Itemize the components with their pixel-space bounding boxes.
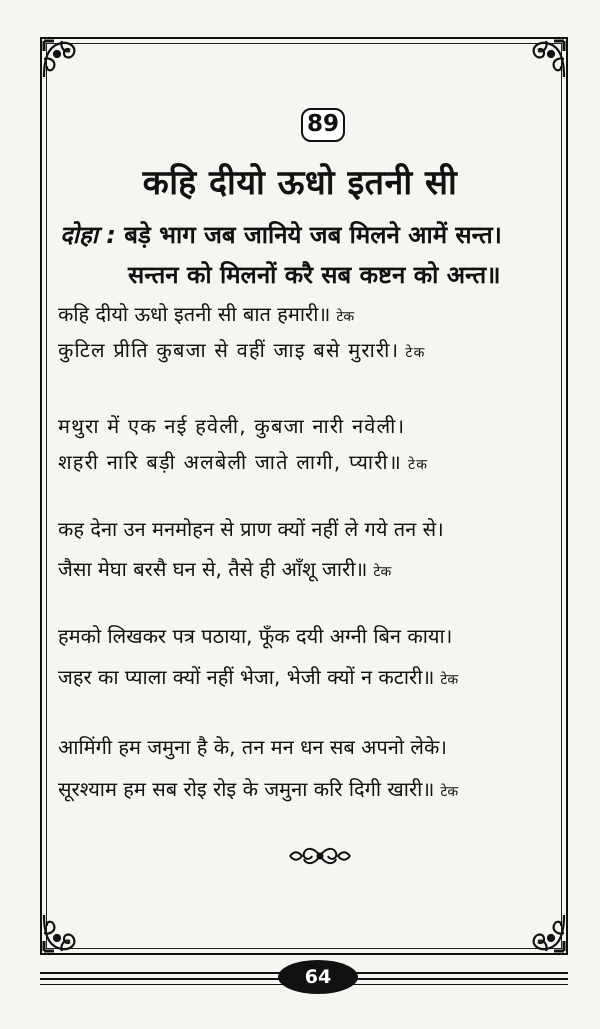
page-number: 64 — [304, 966, 332, 988]
corner-ornament-icon — [524, 911, 568, 955]
refrain-marker: टेक — [440, 784, 459, 800]
verse-text: जहर का प्याला क्यों नहीं भेजा, भेजी क्यों न कटारी॥ — [58, 665, 435, 689]
verse-line — [58, 555, 391, 582]
doha-line-1 — [60, 218, 580, 251]
verse-text: आमिंगी हम जमुना है के, तन मन धन सब अपनो लेके। — [58, 735, 447, 759]
verse-text: हमको लिखकर पत्र पठाया, फूँक दयी अग्नी बिन काया। — [58, 624, 453, 648]
poem-number-badge: 89 — [301, 108, 345, 142]
verse-line — [58, 448, 428, 475]
doha-line-2: सन्तन को मिलनों करै सब कष्टन को अन्त॥ — [128, 261, 501, 289]
corner-ornament-icon — [40, 911, 84, 955]
doha-label: दोहा : — [60, 221, 116, 249]
poem-title: कहि दीयो ऊधो इतनी सी — [142, 163, 458, 203]
verse-text: जैसा मेघा बरसै घन से, तैसे ही आँशू जारी॥ — [58, 557, 368, 581]
refrain-marker: टेक — [440, 672, 459, 688]
corner-ornament-icon — [40, 37, 84, 81]
refrain-marker: टेक — [405, 345, 426, 361]
doha-text-1: बड़े भाग जब जानिये जब मिलने आमें सन्त। — [124, 221, 502, 249]
verse-line — [58, 622, 458, 649]
verse-line — [58, 663, 458, 690]
verse-text: कुटिल प्रीति कुबजा से वहीं जाइ बसे मुरारी। — [58, 338, 400, 362]
verse-text: मथुरा में एक नई हवेली, कुबजा नारी नवेली। — [58, 414, 406, 438]
verse-line — [58, 412, 411, 439]
verse-text: सूरश्याम हम सब रोइ रोइ के जमुना करि दिगी खारी॥ — [58, 777, 435, 801]
verse-line — [58, 300, 354, 327]
refrain-marker: टेक — [373, 564, 392, 580]
corner-ornament-icon — [524, 37, 568, 81]
verse-line — [58, 336, 426, 363]
refrain-marker: टेक — [407, 457, 429, 473]
verse-text: शहरी नारि बड़ी अलबेली जाते लागी, प्यारी॥ — [58, 450, 402, 474]
verse-line — [58, 515, 450, 542]
refrain-marker: टेक — [336, 309, 355, 325]
verse-line — [58, 733, 453, 760]
verse-line — [58, 775, 458, 802]
verse-text: कहि दीयो ऊधो इतनी सी बात हमारी॥ — [58, 302, 331, 326]
verse-text: कह देना उन मनमोहन से प्राण क्यों नहीं ले गये तन से। — [58, 517, 444, 541]
flourish-ornament-icon — [288, 845, 352, 867]
